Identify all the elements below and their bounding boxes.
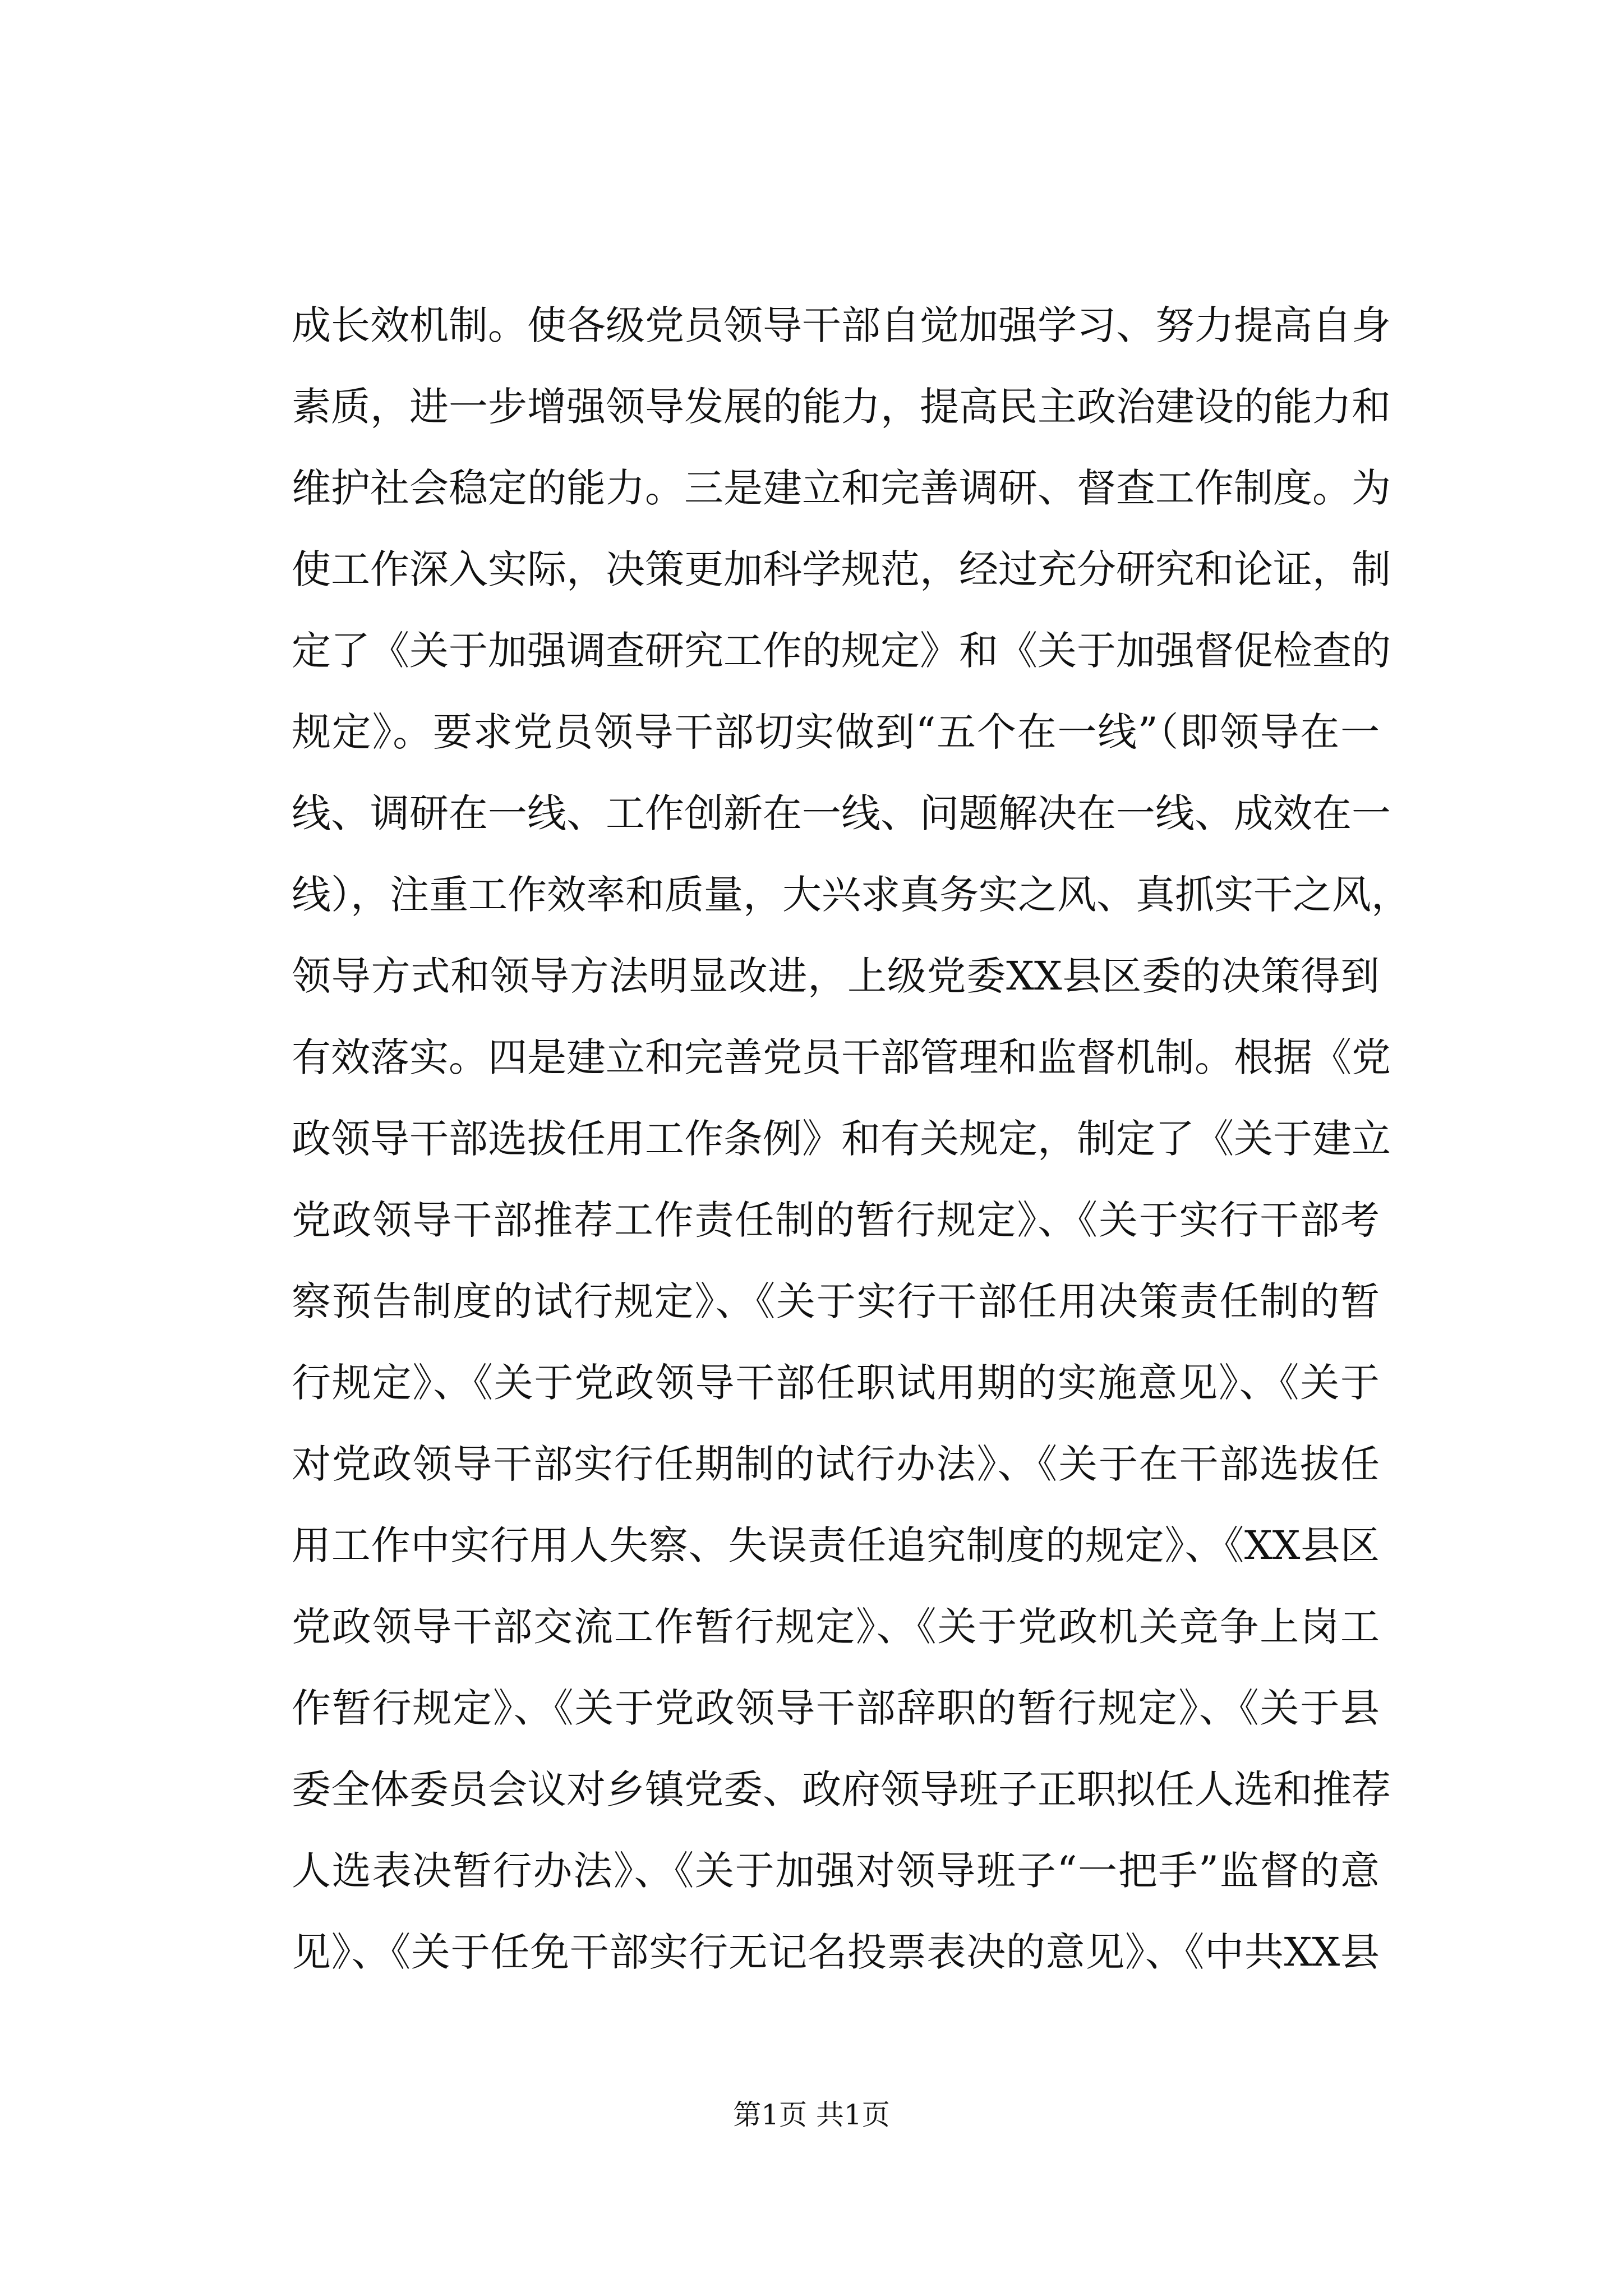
text-line: 人选表决暂行办法》、《关于加强对领导班子“一把手”监督的意 (292, 1848, 1380, 1894)
text-line: 成长效机制。使各级党员领导干部自觉加强学习、努力提高自身 (292, 302, 1391, 348)
text-line: 用工作中实行用人失察、失误责任追究制度的规定》、《XX县区 (292, 1522, 1380, 1568)
text-line: 作暂行规定》、《关于党政领导干部辞职的暂行规定》、《关于县 (292, 1685, 1380, 1731)
text-line: 政领导干部选拔任用工作条例》和有关规定，制定了《关于建立 (292, 1116, 1391, 1162)
text-line: 领导方式和领导方法明显改进，上级党委XX县区委的决策得到 (292, 953, 1380, 999)
text-line: 有效落实。四是建立和完善党员干部管理和监督机制。根据《党 (292, 1034, 1391, 1080)
text-line: 使工作深入实际，决策更加科学规范，经过充分研究和论证，制 (292, 546, 1391, 592)
text-line: 维护社会稳定的能力。三是建立和完善调研、督查工作制度。为 (292, 465, 1391, 511)
text-line: 委全体委员会议对乡镇党委、政府领导班子正职拟任人选和推荐 (292, 1766, 1391, 1812)
text-line: 党政领导干部交流工作暂行规定》、《关于党政机关竞争上岗工 (292, 1604, 1380, 1650)
page-footer: 第1页 共1页 (733, 2099, 890, 2131)
text-line: 行规定》、《关于党政领导干部任职试用期的实施意见》、《关于 (292, 1360, 1380, 1406)
text-line: 党政领导干部推荐工作责任制的暂行规定》、《关于实行干部考 (292, 1197, 1380, 1243)
text-line: 定了《关于加强调查研究工作的规定》和《关于加强督促检查的 (292, 628, 1391, 674)
text-line: 线），注重工作效率和质量，大兴求真务实之风、真抓实干之风， (292, 872, 1410, 918)
text-line: 线、调研在一线、工作创新在一线、问题解决在一线、成效在一 (292, 790, 1391, 836)
text-line: 规定》。要求党员领导干部切实做到“五个在一线”（即领导在一 (292, 709, 1380, 755)
text-line: 见》、《关于任免干部实行无记名投票表决的意见》、《中共XX县 (292, 1929, 1380, 1975)
text-line: 素质，进一步增强领导发展的能力，提高民主政治建设的能力和 (292, 384, 1391, 430)
text-line: 察预告制度的试行规定》、《关于实行干部任用决策责任制的暂 (292, 1278, 1380, 1324)
text-line: 对党政领导干部实行任期制的试行办法》、《关于在干部选拔任 (292, 1441, 1380, 1487)
